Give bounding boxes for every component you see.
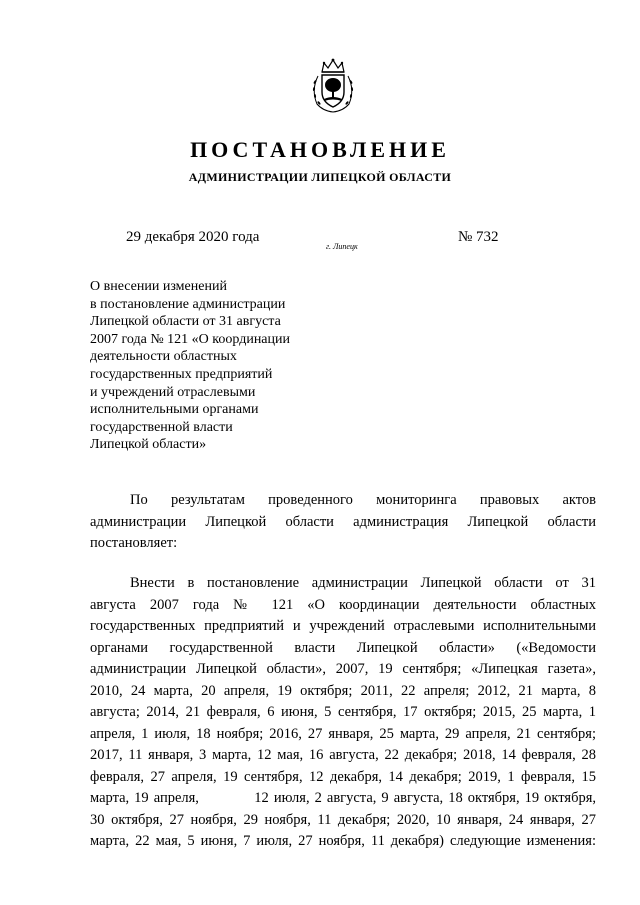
paragraph-line: По результатам проведенного мониторинга правовых актов bbox=[130, 492, 596, 508]
paragraph-line: августа; 2014, 21 февраля, 6 июня, 5 сентября, 17 октября; 2015, 25 марта, 1 bbox=[90, 704, 596, 720]
paragraph-line: органами государственной власти Липецкой области» («Ведомости bbox=[90, 639, 596, 656]
subject-line: 2007 года № 121 «О координации bbox=[90, 331, 290, 347]
document-place: г. Липецк bbox=[326, 242, 358, 251]
paragraph-line: администрации Липецкой области администрация Липецкой области bbox=[90, 513, 596, 530]
paragraph-line: 2010, 24 марта, 20 апреля, 19 октября; 2011, 22 апреля; 2012, 21 марта, 8 bbox=[90, 682, 596, 699]
paragraph-line: марта, 22 мая, 5 июня, 7 июля, 27 ноября, 11 декабря) следующие изменения: bbox=[90, 833, 596, 849]
subject-line: деятельности областных bbox=[90, 349, 237, 365]
document-type-title: ПОСТАНОВЛЕНИЕ bbox=[190, 137, 450, 162]
coat-of-arms-icon bbox=[309, 58, 357, 114]
resolution-paragraph bbox=[90, 573, 596, 853]
paragraph-line: 2017, 11 января, 3 марта, 12 мая, 16 августа, 22 декабря; 2018, 14 февраля, 28 bbox=[90, 747, 596, 763]
subject-line: государственных предприятий bbox=[90, 366, 273, 382]
paragraph-line: Внести в постановление администрации Липецкой области от 31 bbox=[130, 575, 596, 591]
subject-line: и учреждений отраслевыми bbox=[90, 384, 256, 400]
subject-line: государственной власти bbox=[90, 419, 233, 435]
document-subject bbox=[90, 278, 320, 454]
preamble-paragraph bbox=[90, 490, 596, 555]
paragraph-line: апреля, 1 июля, 18 ноября; 2016, 27 января, 25 марта, 29 апреля, 21 сентября; bbox=[90, 725, 596, 742]
paragraph-line: государственных предприятий и учреждений отраслевыми исполнительными bbox=[90, 618, 596, 634]
paragraph-line: администрации Липецкой области», 2007, 19 сентября; «Липецкая газета», bbox=[90, 661, 596, 677]
paragraph-line: февраля, 27 апреля, 19 сентября, 12 декабря, 14 декабря; 2019, 1 февраля, 15 bbox=[90, 768, 596, 785]
paragraph-line: 30 октября, 27 ноября, 29 ноября, 11 декабря; 2020, 10 января, 24 января, 27 bbox=[90, 811, 596, 828]
subject-line: исполнительными органами bbox=[90, 402, 259, 418]
subject-line: Липецкой области» bbox=[90, 437, 207, 453]
paragraph-line: постановляет: bbox=[90, 535, 178, 551]
paragraph-line: марта, 19 апреля, 12 июля, 2 августа, 9 августа, 18 октября, 19 октября, bbox=[90, 790, 596, 806]
subject-line: в постановление администрации bbox=[90, 296, 286, 312]
document-date: 29 декабря 2020 года bbox=[126, 229, 260, 245]
subject-line: Липецкой области от 31 августа bbox=[90, 314, 281, 330]
subject-line: О внесении изменений bbox=[90, 279, 227, 294]
document-number: № 732 bbox=[458, 229, 499, 245]
issuer-title: АДМИНИСТРАЦИИ ЛИПЕЦКОЙ ОБЛАСТИ bbox=[188, 170, 452, 184]
paragraph-line: августа 2007 года № 121 «О координации деятельности областных bbox=[90, 596, 596, 613]
